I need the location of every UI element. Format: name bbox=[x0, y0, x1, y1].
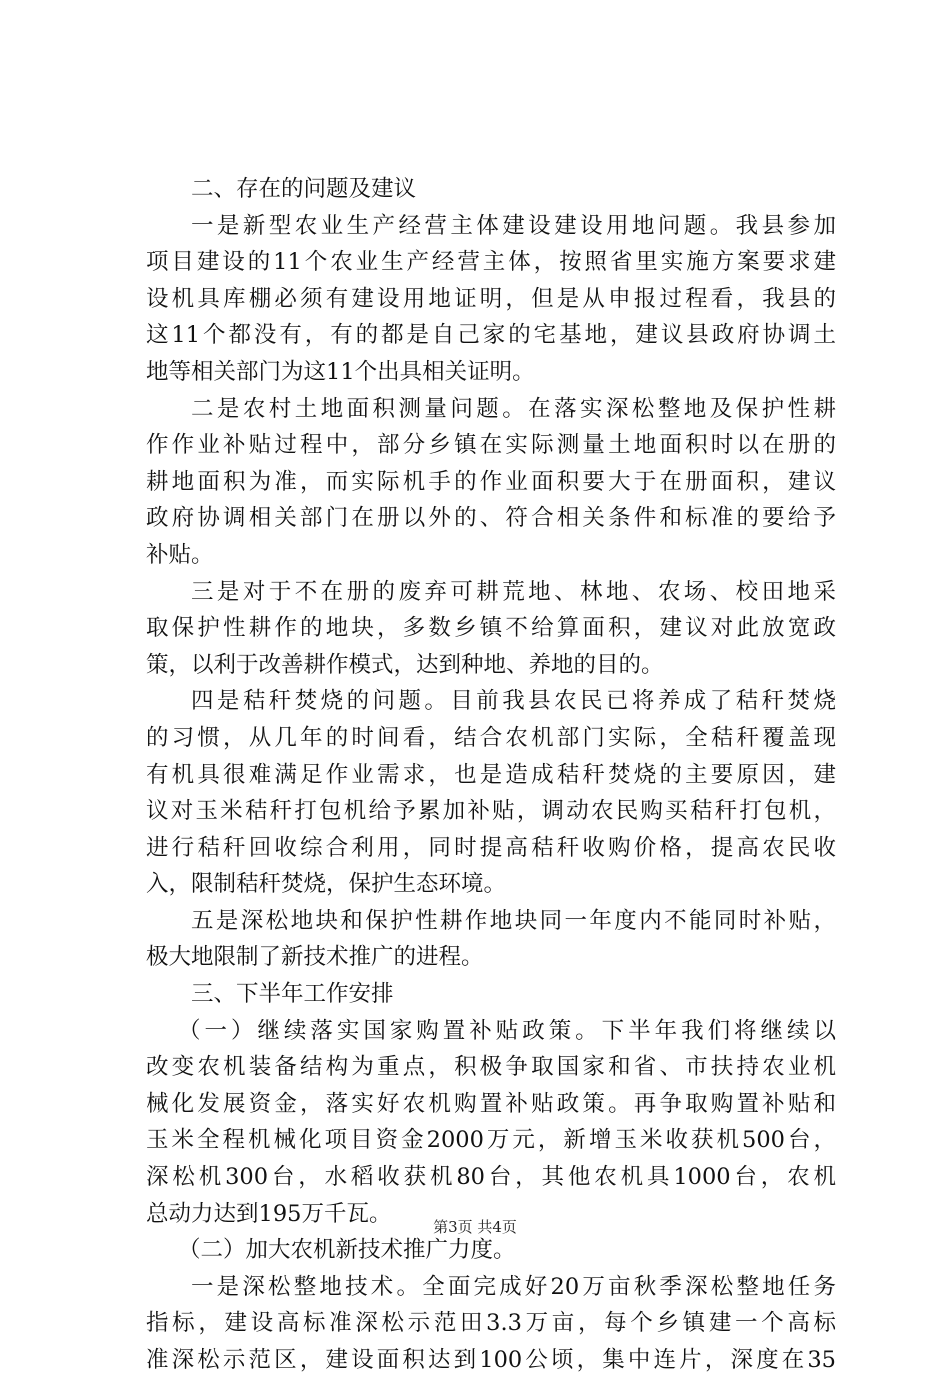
text-line: 极大地限制了新技术推广的进程。 bbox=[146, 944, 484, 971]
text-line: 二、存在的问题及建议 bbox=[191, 176, 417, 202]
text-line: 三、下半年工作安排 bbox=[191, 981, 394, 1008]
text-line: 策，以利于改善耕作模式，达到种地、养地的目的。 bbox=[146, 651, 664, 678]
text-line: 议对玉米秸秆打包机给予累加补贴，调动农民购买秸秆打包机， bbox=[146, 798, 836, 825]
text-line: 设机具库棚必须有建设用地证明，但是从申报过程看，我县的 bbox=[146, 285, 836, 312]
text-line: 的习惯，从几年的时间看，结合农机部门实际，全秸秆覆盖现 bbox=[146, 724, 836, 751]
text-line: 作作业补贴过程中，部分乡镇在实际测量土地面积时以在册的 bbox=[146, 432, 836, 459]
text-line: 二是农村土地面积测量问题。在落实深松整地及保护性耕 bbox=[191, 395, 836, 422]
text-line: （一）继续落实国家购置补贴政策。下半年我们将继续以 bbox=[178, 1017, 836, 1044]
text-line: 入，限制秸秆焚烧，保护生态环境。 bbox=[146, 871, 507, 898]
text-line: 指标，建设高标准深松示范田3.3万亩，每个乡镇建一个高标 bbox=[146, 1310, 836, 1337]
document-body bbox=[146, 171, 836, 1379]
text-line: 耕地面积为准，而实际机手的作业面积要大于在册面积，建议 bbox=[146, 468, 836, 495]
text-line: 项目建设的11个农业生产经营主体，按照省里实施方案要求建 bbox=[146, 249, 836, 276]
text-line: 一是深松整地技术。全面完成好20万亩秋季深松整地任务 bbox=[191, 1273, 836, 1300]
text-line: 五是深松地块和保护性耕作地块同一年度内不能同时补贴， bbox=[191, 907, 836, 934]
text-line: 政府协调相关部门在册以外的、符合相关条件和标准的要给予 bbox=[146, 505, 836, 532]
text-line: 总动力达到195万千瓦。 bbox=[146, 1200, 392, 1227]
text-line: 地等相关部门为这11个出具相关证明。 bbox=[146, 358, 535, 385]
text-line: 四是秸秆焚烧的问题。目前我县农民已将养成了秸秆焚烧 bbox=[191, 688, 836, 715]
text-line: 取保护性耕作的地块，多数乡镇不给算面积，建议对此放宽政 bbox=[146, 615, 836, 642]
text-line: 进行秸秆回收综合利用，同时提高秸秆收购价格，提高农民收 bbox=[146, 834, 836, 861]
text-line: 械化发展资金，落实好农机购置补贴政策。再争取购置补贴和 bbox=[146, 1090, 836, 1117]
text-line: 这11个都没有，有的都是自己家的宅基地，建议县政府协调土 bbox=[146, 322, 836, 349]
text-line: 有机具很难满足作业需求，也是造成秸秆焚烧的主要原因，建 bbox=[146, 761, 836, 788]
text-line: 玉米全程机械化项目资金2000万元，新增玉米收获机500台， bbox=[146, 1127, 836, 1154]
text-line: 一是新型农业生产经营主体建设建设用地问题。我县参加 bbox=[191, 212, 836, 239]
text-line: 深松机300台，水稻收获机80台，其他农机具1000台，农机 bbox=[146, 1164, 836, 1191]
text-line: 改变农机装备结构为重点，积极争取国家和省、市扶持农业机 bbox=[146, 1054, 836, 1081]
text-line: （二）加大农机新技术推广力度。 bbox=[178, 1237, 516, 1264]
text-line: 补贴。 bbox=[146, 541, 214, 568]
page-footer: 第3页 共4页 bbox=[433, 1218, 517, 1236]
text-line: 准深松示范区，建设面积达到100公顷，集中连片，深度在35 bbox=[146, 1347, 836, 1373]
text-line: 三是对于不在册的废弃可耕荒地、林地、农场、校田地采 bbox=[191, 578, 836, 605]
